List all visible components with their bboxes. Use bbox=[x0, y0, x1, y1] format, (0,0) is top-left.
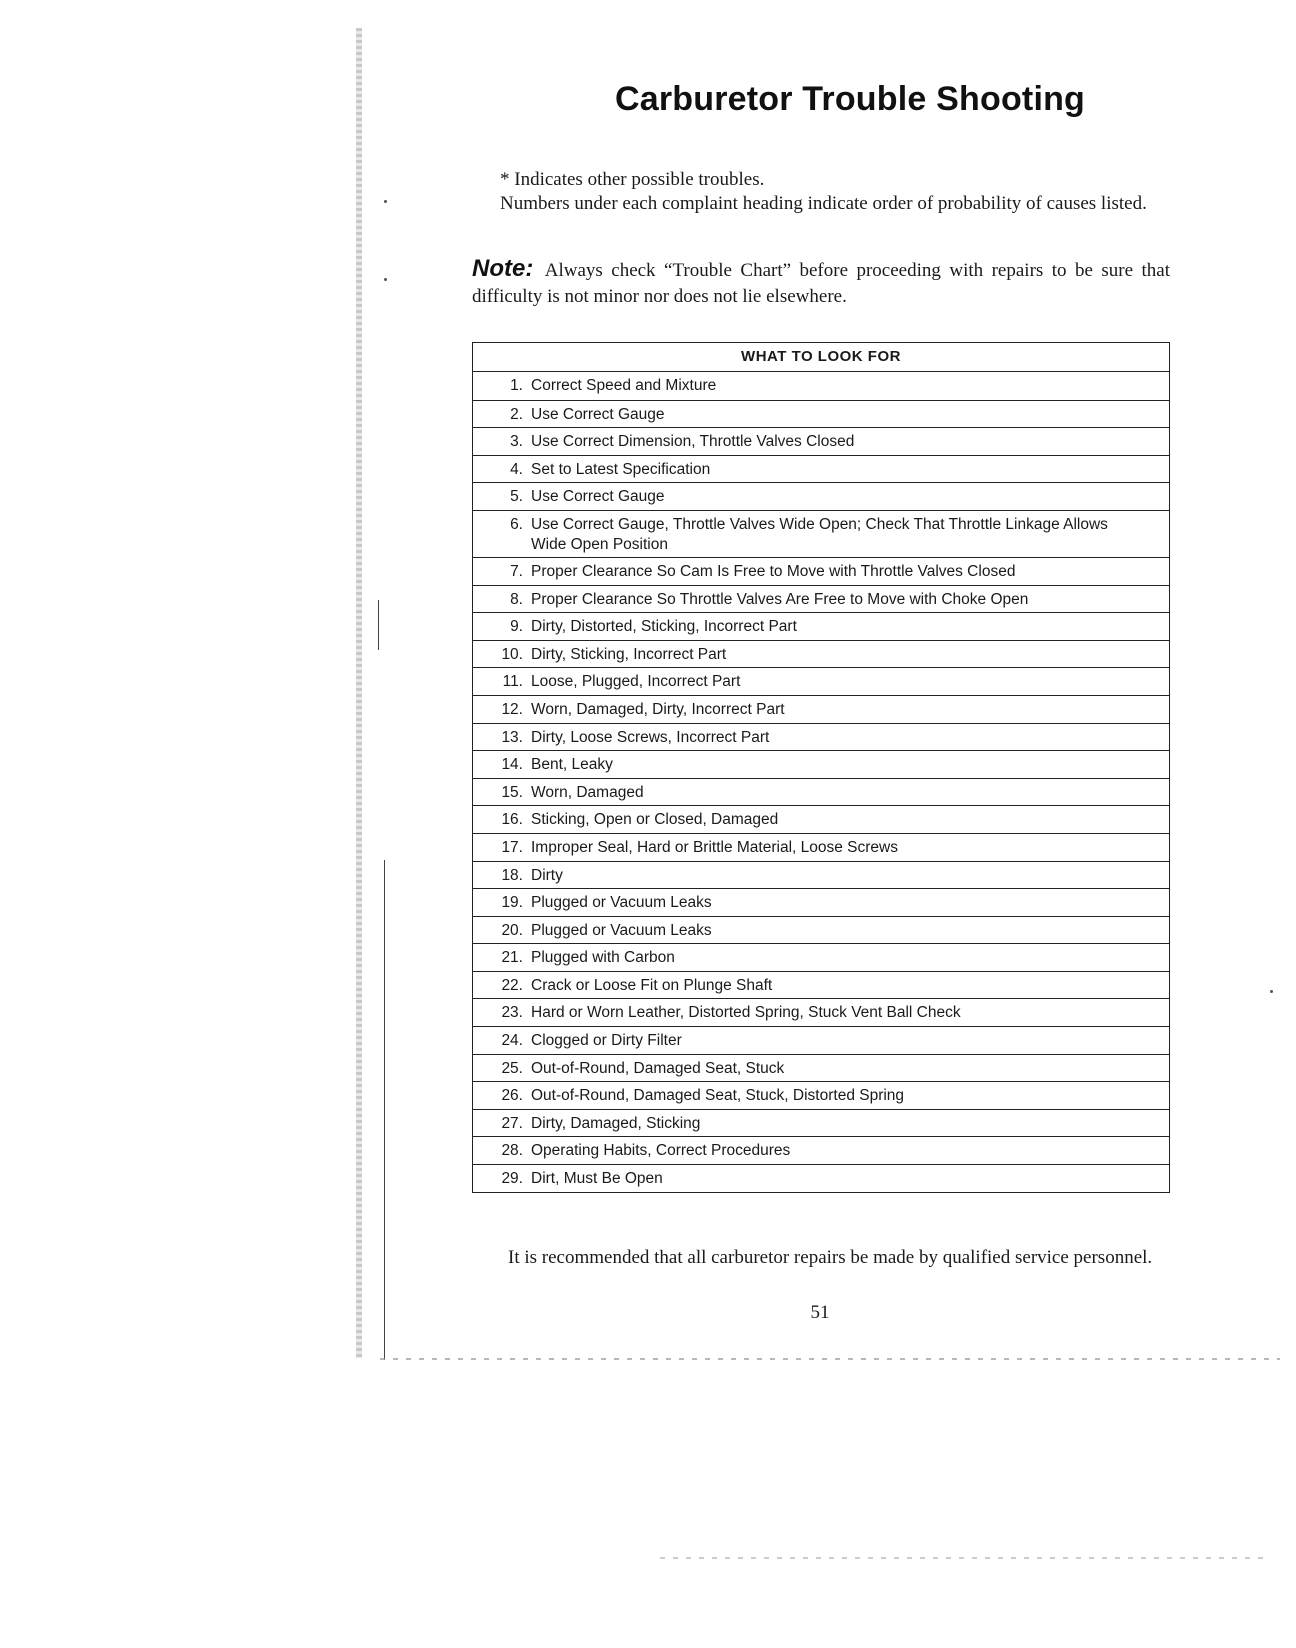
row-text: Clogged or Dirty Filter bbox=[531, 1032, 682, 1050]
table-row bbox=[473, 805, 1169, 833]
row-number: 4. bbox=[510, 460, 523, 478]
row-number: 22. bbox=[501, 976, 523, 994]
table-row bbox=[473, 1081, 1169, 1109]
scan-speck bbox=[384, 200, 387, 203]
table-row bbox=[473, 1054, 1169, 1082]
row-text: Out-of-Round, Damaged Seat, Stuck bbox=[531, 1059, 785, 1077]
row-text: Use Correct Gauge bbox=[531, 488, 665, 506]
row-text: Dirty bbox=[531, 866, 563, 884]
row-text: Dirty, Loose Screws, Incorrect Part bbox=[531, 728, 770, 746]
table-row bbox=[473, 1026, 1169, 1054]
table-row bbox=[473, 723, 1169, 751]
row-text: Loose, Plugged, Incorrect Part bbox=[531, 673, 741, 691]
row-text: Plugged or Vacuum Leaks bbox=[531, 894, 712, 912]
row-number: 27. bbox=[501, 1114, 523, 1132]
page-bottom-edge bbox=[380, 1358, 1280, 1360]
table-row bbox=[473, 971, 1169, 999]
row-number: 18. bbox=[501, 866, 523, 884]
row-number: 19. bbox=[501, 894, 523, 912]
table-row bbox=[473, 943, 1169, 971]
row-text: Worn, Damaged bbox=[531, 783, 644, 801]
row-text: Proper Clearance So Cam Is Free to Move with Throttle Valves Closed bbox=[531, 562, 1016, 580]
closing-paragraph: It is recommended that all carburetor repairs be made by qualified service personnel. bbox=[508, 1247, 1153, 1268]
table-row bbox=[473, 400, 1169, 428]
scan-speck bbox=[1270, 990, 1273, 993]
table-row bbox=[473, 695, 1169, 723]
page-bottom-edge-lower bbox=[660, 1557, 1270, 1559]
row-number: 2. bbox=[510, 405, 523, 423]
row-text: Plugged with Carbon bbox=[531, 949, 675, 967]
intro-text bbox=[472, 168, 1170, 216]
row-text: Worn, Damaged, Dirty, Incorrect Part bbox=[531, 700, 785, 718]
row-number: 17. bbox=[501, 838, 523, 856]
row-text: Plugged or Vacuum Leaks bbox=[531, 921, 712, 939]
row-number: 15. bbox=[501, 783, 523, 801]
binding-line bbox=[384, 860, 385, 1360]
table-row bbox=[473, 585, 1169, 613]
table-row bbox=[473, 1164, 1169, 1192]
row-number: 8. bbox=[510, 590, 523, 608]
row-text: Dirty, Sticking, Incorrect Part bbox=[531, 645, 727, 663]
row-text: Out-of-Round, Damaged Seat, Stuck, Distorted Spring bbox=[531, 1087, 905, 1105]
table-header: WHAT TO LOOK FOR bbox=[472, 342, 1170, 371]
row-text: Crack or Loose Fit on Plunge Shaft bbox=[531, 976, 773, 994]
table-row bbox=[473, 482, 1169, 510]
row-text: Operating Habits, Correct Procedures bbox=[531, 1142, 791, 1160]
row-text: Use Correct Gauge bbox=[531, 405, 665, 423]
scan-speck bbox=[384, 278, 387, 281]
row-number: 14. bbox=[501, 756, 523, 774]
row-number: 21. bbox=[501, 949, 523, 967]
table-row bbox=[473, 455, 1169, 483]
note-paragraph bbox=[472, 256, 1170, 310]
intro-line-probability: Numbers under each complaint heading indicate order of probability of causes listed. bbox=[500, 193, 1147, 214]
row-number: 29. bbox=[501, 1170, 523, 1188]
row-text: Hard or Worn Leather, Distorted Spring, Stuck Vent Ball Check bbox=[531, 1004, 961, 1022]
row-text: Set to Latest Specification bbox=[531, 460, 711, 478]
intro-line-asterisk: * Indicates other possible troubles. bbox=[500, 169, 765, 190]
table-row bbox=[473, 750, 1169, 778]
row-number: 25. bbox=[501, 1059, 523, 1077]
row-text: Bent, Leaky bbox=[531, 756, 613, 774]
row-number: 7. bbox=[510, 562, 523, 580]
page-binding-edge bbox=[356, 28, 362, 1358]
row-text: Correct Speed and Mixture bbox=[531, 377, 717, 394]
row-number: 24. bbox=[501, 1032, 523, 1050]
table-row bbox=[473, 510, 1169, 557]
row-number: 1. bbox=[510, 377, 523, 394]
row-number: 11. bbox=[502, 673, 523, 691]
row-number: 9. bbox=[510, 618, 523, 636]
table-row bbox=[473, 427, 1169, 455]
row-number: 13. bbox=[501, 728, 523, 746]
table-row bbox=[473, 861, 1169, 889]
row-number: 23. bbox=[501, 1004, 523, 1022]
table-row bbox=[473, 916, 1169, 944]
row-number: 10. bbox=[501, 645, 523, 663]
note-text: Always check “Trouble Chart” before proceeding with repairs to be sure that difficulty is not minor nor does not lie elsewhere. bbox=[472, 260, 1170, 307]
row-text: Dirt, Must Be Open bbox=[531, 1170, 663, 1188]
row-number: 16. bbox=[501, 811, 523, 829]
table-row bbox=[473, 612, 1169, 640]
table-row bbox=[473, 1109, 1169, 1137]
table-row bbox=[473, 888, 1169, 916]
row-number: 3. bbox=[510, 433, 523, 451]
row-text: Dirty, Distorted, Sticking, Incorrect Part bbox=[531, 618, 797, 636]
row-number: 6. bbox=[510, 515, 523, 533]
table-row bbox=[473, 640, 1169, 668]
row-number: 5. bbox=[510, 488, 523, 506]
row-text: Proper Clearance So Throttle Valves Are Free to Move with Choke Open bbox=[531, 590, 1029, 608]
row-text: Use Correct Gauge, Throttle Valves Wide Open; Check That Throttle Linkage Allows Wide Open Position bbox=[531, 515, 1108, 553]
what-to-look-for-table bbox=[472, 342, 1170, 1193]
table-row bbox=[473, 372, 1169, 400]
table-row bbox=[473, 998, 1169, 1026]
row-text: Use Correct Dimension, Throttle Valves Closed bbox=[531, 433, 855, 451]
table-body bbox=[472, 371, 1170, 1193]
row-number: 26. bbox=[501, 1087, 523, 1105]
row-number: 28. bbox=[501, 1142, 523, 1160]
row-text: Sticking, Open or Closed, Damaged bbox=[531, 811, 779, 829]
table-row bbox=[473, 1136, 1169, 1164]
row-number: 20. bbox=[501, 921, 523, 939]
page-number: 51 bbox=[810, 1302, 830, 1323]
table-row bbox=[473, 778, 1169, 806]
table-row bbox=[473, 557, 1169, 585]
binding-line bbox=[378, 600, 379, 650]
table-row bbox=[473, 833, 1169, 861]
row-text: Improper Seal, Hard or Brittle Material, Loose Screws bbox=[531, 838, 898, 856]
row-text: Dirty, Damaged, Sticking bbox=[531, 1114, 701, 1132]
note-label: Note: bbox=[472, 255, 534, 282]
page-title: Carburetor Trouble Shooting bbox=[614, 80, 1086, 118]
table-row bbox=[473, 667, 1169, 695]
row-number: 12. bbox=[501, 700, 523, 718]
